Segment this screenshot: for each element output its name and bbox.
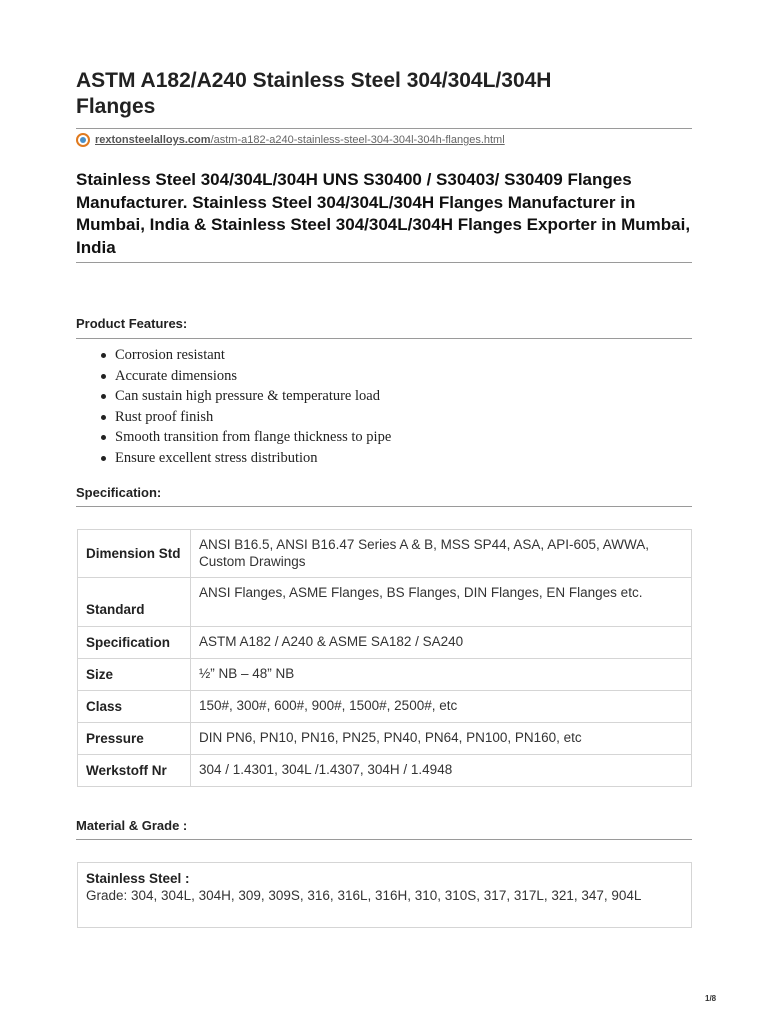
material-box-title: Stainless Steel : <box>86 871 190 886</box>
row-value: 304 / 1.4301, 304L /1.4307, 304H / 1.4948 <box>191 755 692 787</box>
table-row <box>78 659 692 691</box>
row-value: ANSI B16.5, ANSI B16.47 Series A & B, MSS SP44, ASA, API-605, AWWA, Custom Drawings <box>191 530 692 578</box>
row-label: Werkstoff Nr <box>78 755 191 787</box>
table-row <box>78 755 692 787</box>
page-subheading: Stainless Steel 304/304L/304H UNS S30400 / S30403/ S30409 Flanges Manufacturer. Stainless Steel 304/304L/304H Flanges Manufacturer in Mumbai, India & Stainless Steel 304/304L/304H Flanges Exporter in Mumbai, India <box>76 170 691 257</box>
row-value: DIN PN6, PN10, PN16, PN25, PN40, PN64, PN100, PN160, etc <box>191 723 692 755</box>
table-row <box>78 723 692 755</box>
list-item: Can sustain high pressure & temperature load <box>100 386 660 407</box>
row-value: ASTM A182 / A240 & ASME SA182 / SA240 <box>191 627 692 659</box>
row-value: ½” NB – 48” NB <box>191 659 692 691</box>
table-row <box>78 578 692 627</box>
material-grade-box <box>77 862 692 928</box>
source-path[interactable]: /astm-a182-a240-stainless-steel-304-304l-304h-flanges.html <box>210 134 505 146</box>
site-favicon-icon <box>76 133 90 147</box>
row-value: ANSI Flanges, ASME Flanges, BS Flanges, DIN Flanges, EN Flanges etc. <box>191 578 692 627</box>
table-row <box>78 691 692 723</box>
list-item: Smooth transition from flange thickness to pipe <box>100 427 660 448</box>
specification-heading: Specification: <box>76 485 162 500</box>
row-value: 150#, 300#, 600#, 900#, 1500#, 2500#, etc <box>191 691 692 723</box>
row-label: Dimension Std <box>78 530 191 578</box>
subheading-divider <box>76 262 692 263</box>
material-grade-heading: Material & Grade : <box>76 818 188 833</box>
material-box-text: Grade: 304, 304L, 304H, 309, 309S, 316, 316L, 316H, 310, 310S, 317, 317L, 321, 347, 904L <box>86 887 642 903</box>
table-row <box>78 530 692 578</box>
list-item: Rust proof finish <box>100 407 660 428</box>
row-label: Standard <box>78 578 191 627</box>
table-row <box>78 627 692 659</box>
specification-table <box>77 529 692 787</box>
row-label: Specification <box>78 627 191 659</box>
page-number: 1/8 <box>705 994 717 1003</box>
material-divider <box>76 839 692 840</box>
list-item: Ensure excellent stress distribution <box>100 448 660 469</box>
specification-divider <box>76 506 692 507</box>
source-link[interactable] <box>76 132 505 148</box>
product-features-heading: Product Features: <box>76 316 188 331</box>
row-label: Class <box>78 691 191 723</box>
row-label: Size <box>78 659 191 691</box>
row-label: Pressure <box>78 723 191 755</box>
list-item: Accurate dimensions <box>100 366 660 387</box>
list-item: Corrosion resistant <box>100 345 660 366</box>
page-title: ASTM A182/A240 Stainless Steel 304/304L/304H Flanges <box>76 69 552 118</box>
source-domain[interactable]: rextonsteelalloys.com <box>95 134 211 146</box>
features-divider <box>76 338 692 339</box>
features-list <box>100 345 660 468</box>
title-divider <box>76 128 692 129</box>
